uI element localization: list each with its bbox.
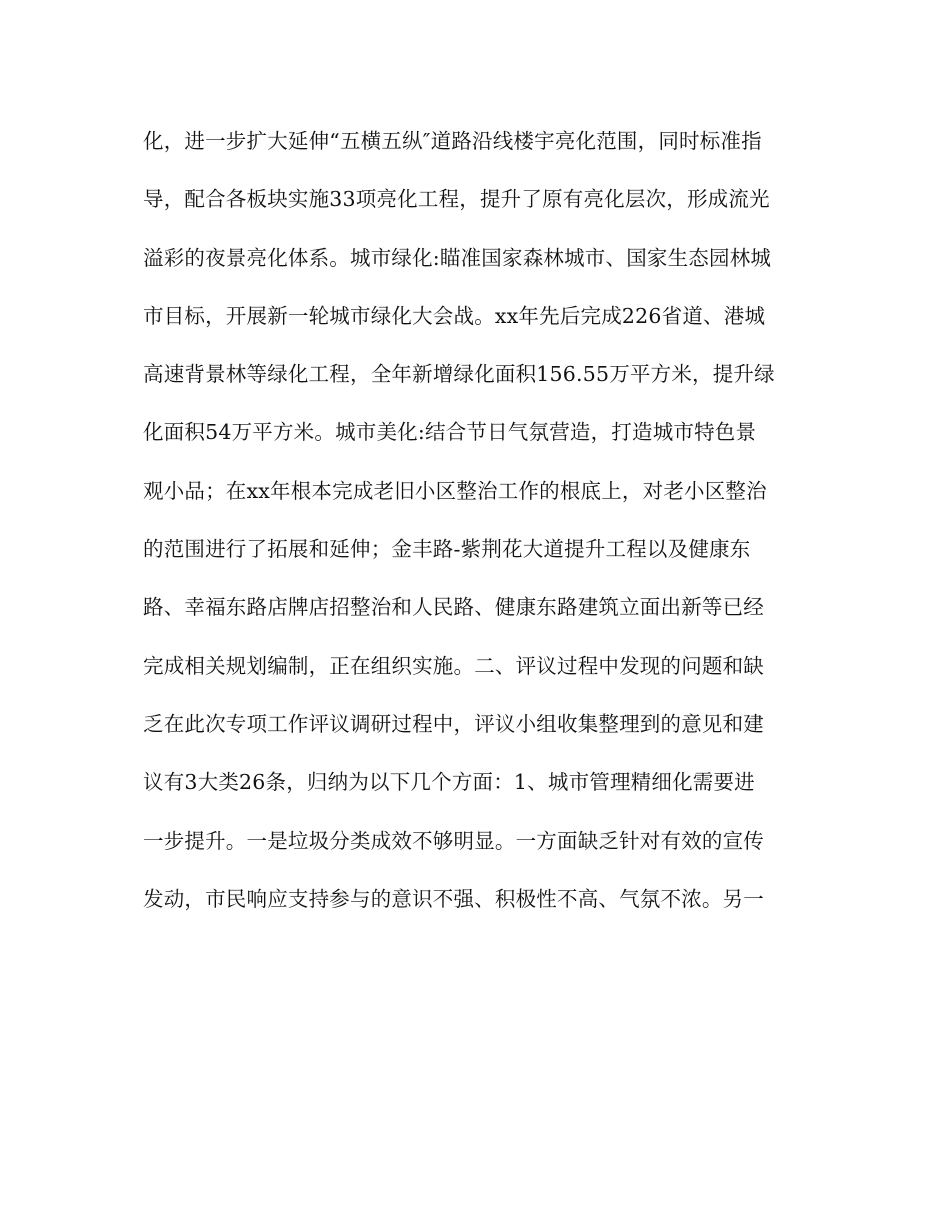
text-line: 的范围进行了拓展和延伸；金丰路-紫荆花大道提升工程以及健康东 — [143, 537, 751, 562]
text-line: 观小品；在xx年根本完成老旧小区整治工作的根底上，对老小区整治 — [143, 478, 767, 503]
text-line: 化，进一步扩大延伸“五横五纵″道路沿线楼宇亮化范围，同时标准指 — [143, 129, 762, 153]
text-line: 导，配合各板块实施33项亮化工程，提升了原有亮化层次，形成流光 — [143, 187, 770, 212]
text-line: 市目标，开展新一轮城市绿化大会战。xx年先后完成226省道、港城 — [143, 303, 766, 328]
body-text — [143, 122, 808, 938]
text-line: 高速背景林等绿化工程，全年新增绿化面积156.55万平方米，提升绿 — [143, 362, 775, 387]
text-line: 化面积54万平方米。城市美化:结合节日气氛营造，打造城市特色景 — [143, 420, 757, 445]
text-line: 溢彩的夜景亮化体系。城市绿化:瞄准国家森林城市、国家生态园林城 — [143, 245, 772, 270]
text-line: 路、幸福东路店牌店招整治和人民路、健康东路建筑立面出新等已经 — [143, 595, 764, 620]
text-line: 一步提升。一是垃圾分类成效不够明显。一方面缺乏针对有效的宣传 — [143, 828, 764, 853]
text-line: 乏在此次专项工作评议调研过程中，评议小组收集整理到的意见和建 — [143, 711, 764, 736]
text-line: 议有3大类26条，归纳为以下几个方面：1、城市管理精细化需要进 — [143, 770, 755, 795]
text-line: 发动，市民响应支持参与的意识不强、积极性不高、气氛不浓。另一 — [143, 886, 764, 911]
text-line: 完成相关规划编制，正在组织实施。二、评议过程中发现的问题和缺 — [143, 653, 764, 678]
